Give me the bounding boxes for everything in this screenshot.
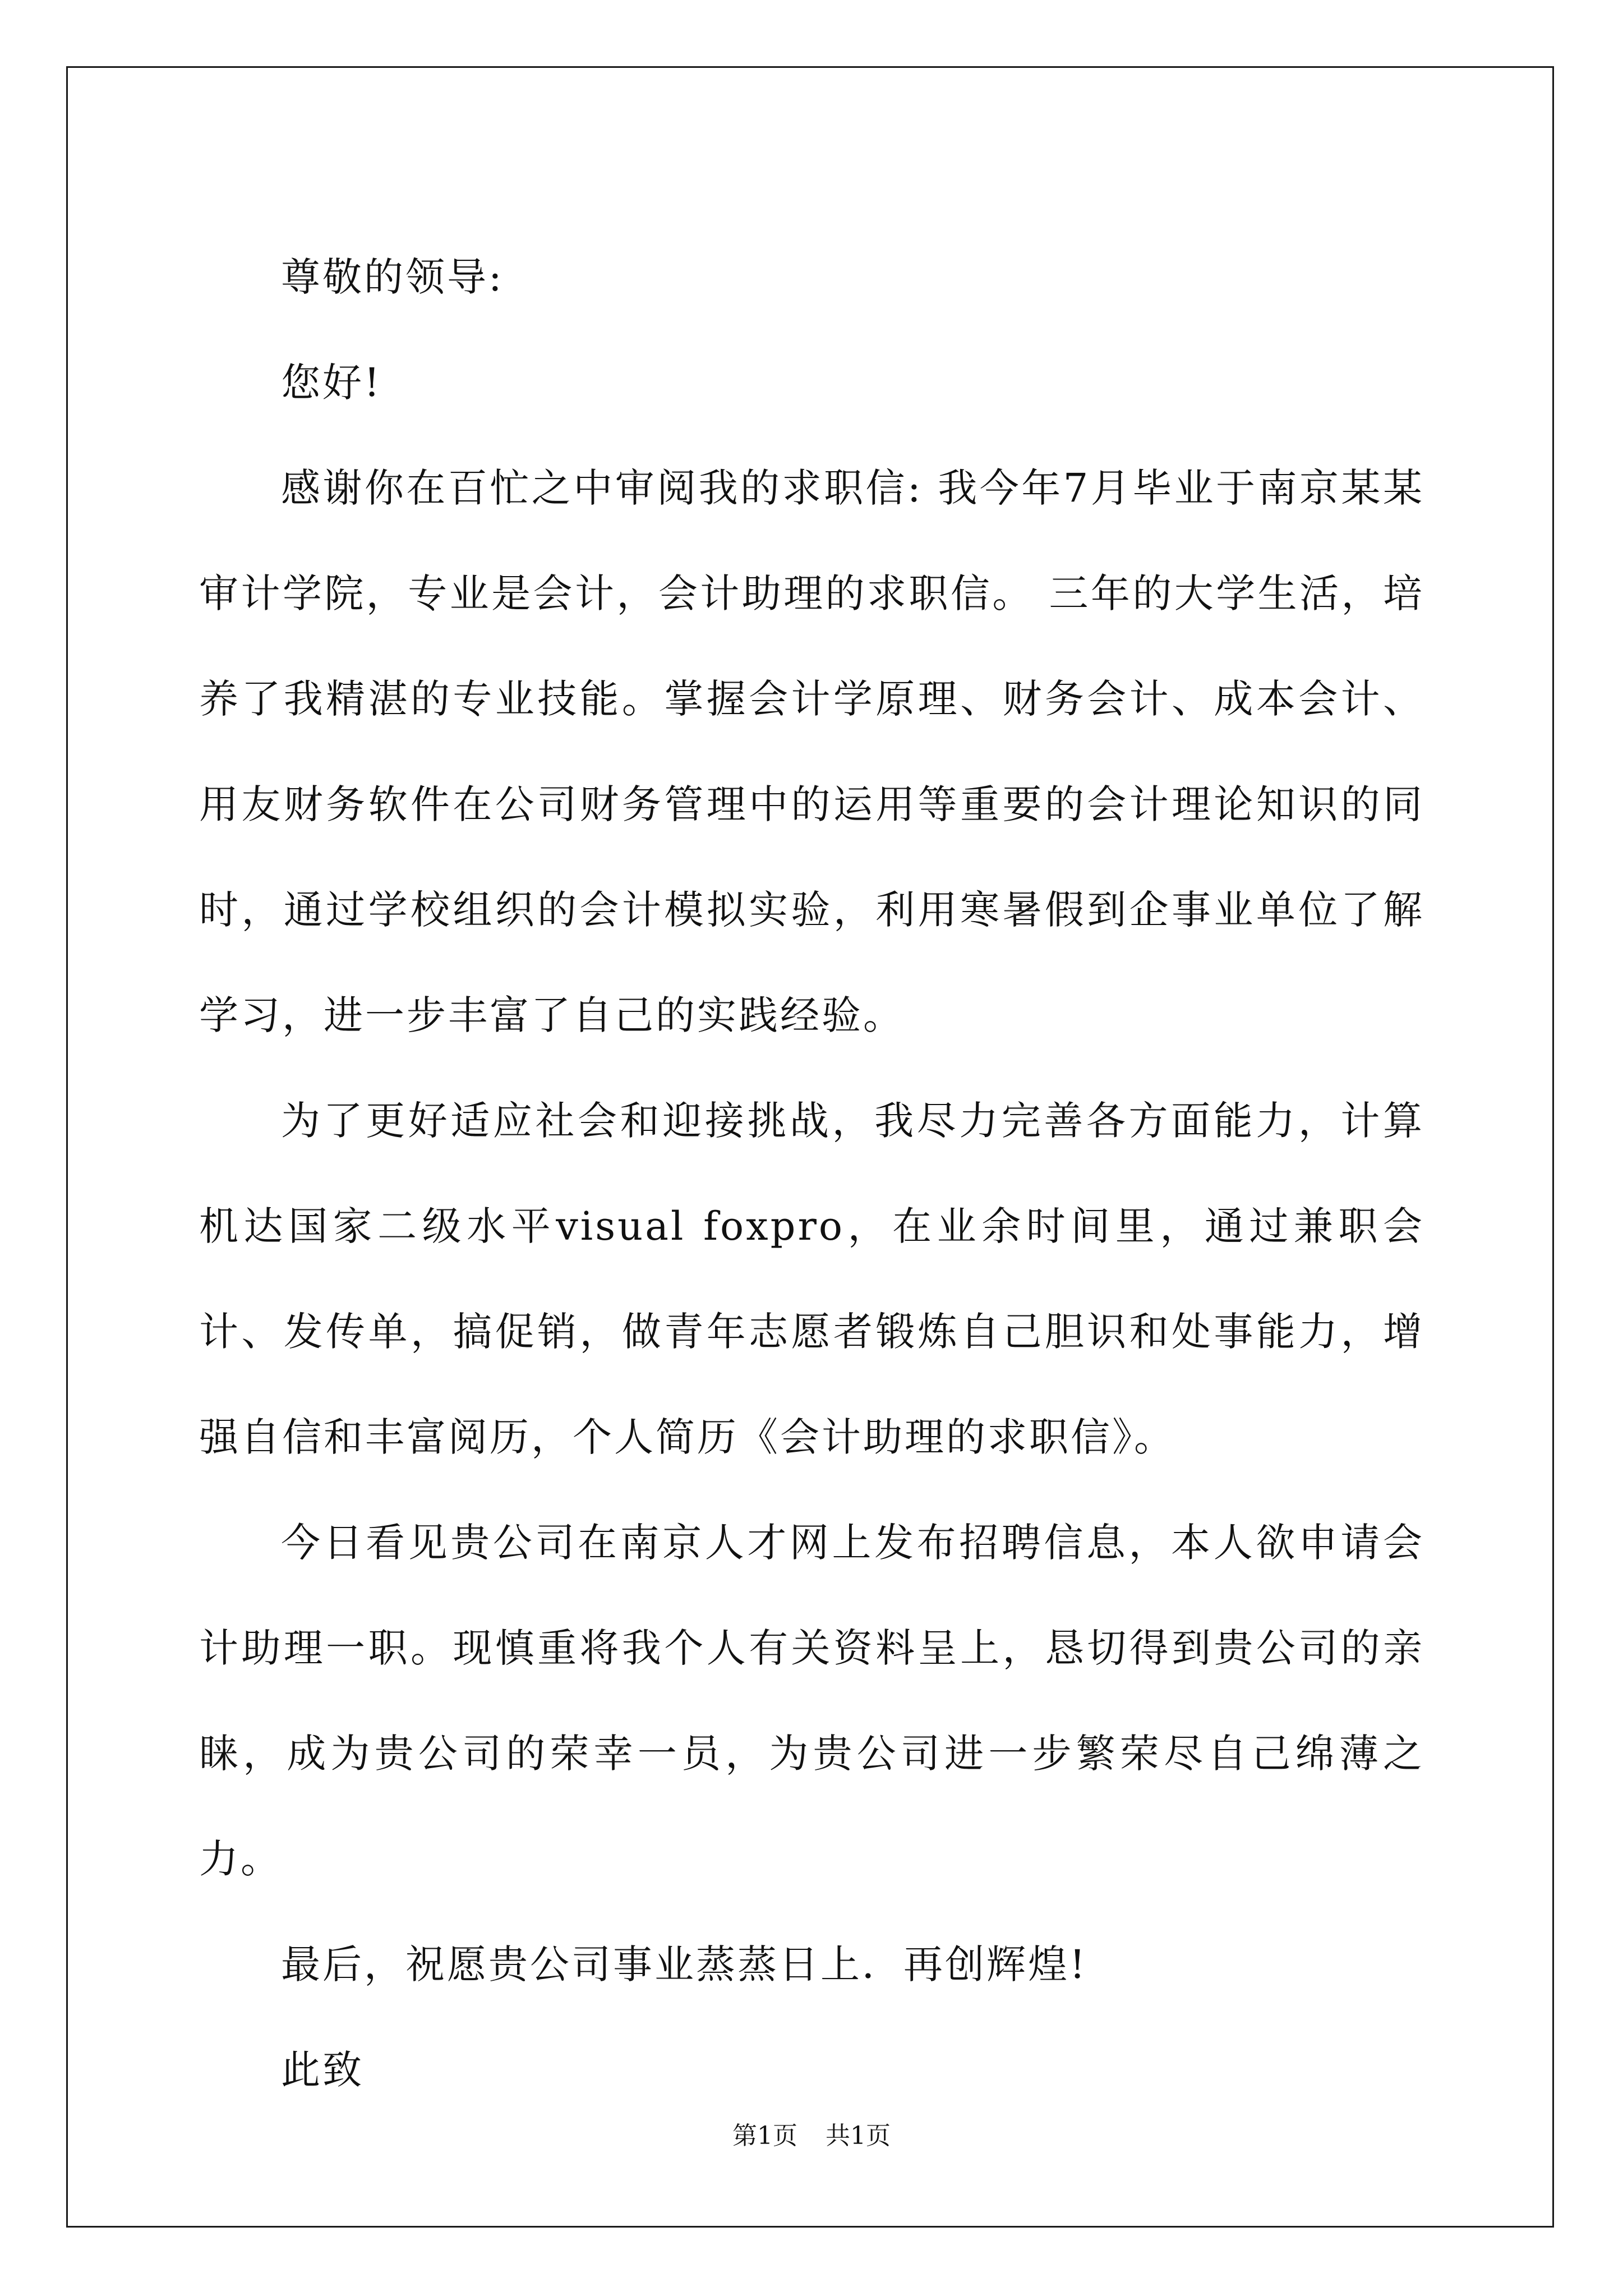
salutation: 尊敬的领导: (281, 254, 504, 300)
page-number: 第1页 (732, 2122, 797, 2150)
page-total: 共1页 (826, 2122, 891, 2150)
paragraph-application: 今日看见贵公司在南京人才网上发布招聘信息，本人欲申请会计助理一职。现慎重将我个人有关资料呈上，恳切得到贵公司的亲睐，成为贵公司的荣幸一员，为贵公司进一步繁荣尽自己绵薄之力。 (199, 1520, 1424, 1882)
page-footer (0, 2119, 1623, 2153)
greeting: 您好! (281, 360, 382, 406)
paragraph-wishes: 最后，祝愿贵公司事业蒸蒸日上．再创辉煌! (281, 1941, 1088, 1987)
closing: 此致 (281, 2047, 364, 2093)
paragraph-intro: 感谢你在百忙之中审阅我的求职信: 我今年7月毕业于南京某某审计学院，专业是会计，会计助理的求职信。 三年的大学生活，培养了我精湛的专业技能。掌握会计学原理、财务会计、成本会计、用友财务软件在公司财务管理中的运用等重要的会计理论知识的同时，通过学校组织的会计模拟实验，利用寒暑假到企事业单位了解学习，进一步丰富了自己的实践经验。 (199, 465, 1424, 1038)
letter-body (199, 224, 1424, 2123)
paragraph-skills: 为了更好适应社会和迎接挑战，我尽力完善各方面能力，计算机达国家二级水平visual foxpro，在业余时间里，通过兼职会计、发传单，搞促销，做青年志愿者锻炼自己胆识和处事能力，增强自信和丰富阅历，个人简历《会计助理的求职信》。 (199, 1098, 1424, 1460)
